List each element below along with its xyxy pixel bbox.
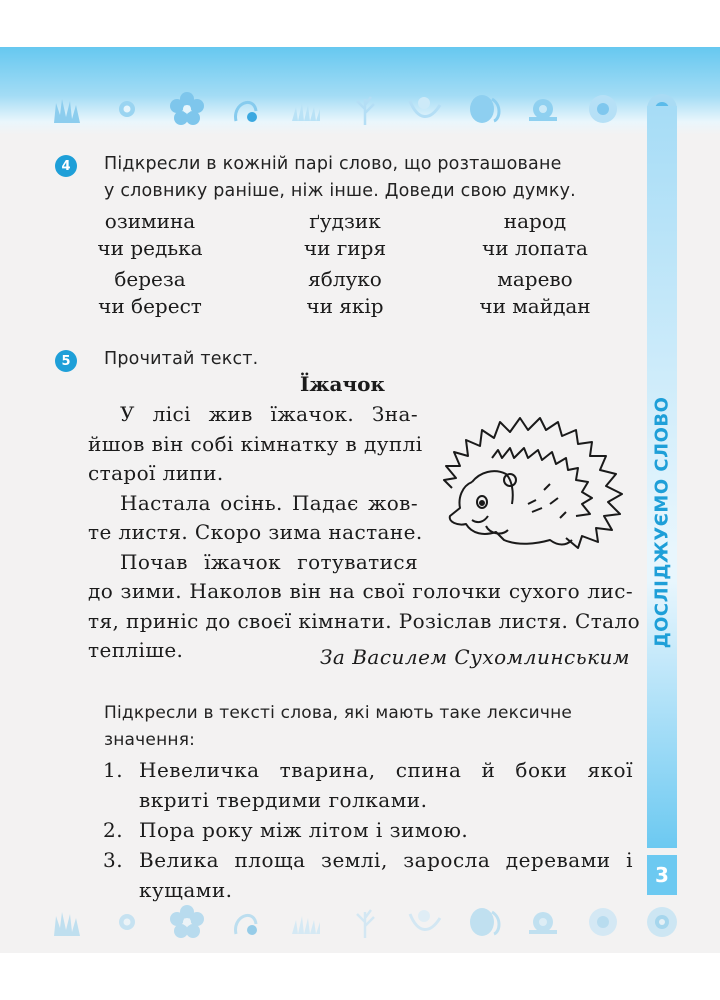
word-first: береза [114,267,186,291]
tree-ornament-icon [347,904,383,940]
grass-ornament-icon [288,91,324,127]
bud-ornament-icon [109,904,145,940]
story-line: йшов він собі кімнатку в дуплі [88,431,423,456]
word-second: чи лопата [482,236,588,260]
definition-text: Пора року між літом і зимою. [139,818,469,842]
word-second: чи берест [98,294,202,318]
footer-ornaments [50,902,680,942]
hedgehog-illustration [432,408,632,553]
word-second: чи якір [306,294,384,318]
header-ornaments [50,89,680,129]
word-second: чи майдан [479,294,591,318]
story-line: старої липи. [88,461,224,485]
sub-instruction-line: Підкресли в тексті слова, які мають таке лексичне [104,703,573,723]
word-second: чи гиря [303,236,387,260]
bud-ornament-icon [109,91,145,127]
story-line: тепліше. [88,638,184,662]
definition-item [103,815,633,845]
daisy-ornament-icon [585,904,621,940]
section-label [647,385,677,660]
word-pair [440,266,630,320]
task5-sub-instruction [104,700,572,754]
word-pair [250,266,440,320]
section-label-text: ДОСЛІДЖУЄМО СЛОВО [651,396,673,649]
word-first: озимина [104,209,196,233]
story-line: Почав їжачок готуватися [120,549,418,574]
word-first: ґудзик [309,209,381,233]
curl-ornament-icon [228,91,264,127]
definition-number: 1. [103,758,124,782]
word-pairs-grid [60,208,630,320]
word-pair [440,208,630,262]
definitions-list [103,755,633,905]
definition-text: Велика площа землі, заросла деревами і кущами. [139,848,633,902]
definition-number: 2. [103,818,124,842]
word-first: народ [503,209,567,233]
story-line: те листя. Скоро зима настане. [88,520,423,544]
snail-ornament-icon [525,91,561,127]
tree-ornament-icon [347,91,383,127]
task-number-badge: 4 [55,155,77,177]
leaf-ornament-icon [466,91,502,127]
daisy-ornament-icon [585,91,621,127]
bird-ornament-icon [406,91,442,127]
task4-instruction-line: у словнику раніше, ніж інше. Доведи свою думку. [104,181,576,201]
story-line: Настала осінь. Падає жов- [120,490,418,515]
task-number-badge: 5 [55,350,77,372]
word-first: марево [497,267,573,291]
flower-ornament-icon [169,91,205,127]
task4-instruction-line: Підкресли в кожній парі слово, що розташоване [104,154,562,174]
story-line: до зими. Наколов він на свої голочки сухого лис- [88,579,633,603]
word-pair [60,208,250,262]
bird-ornament-icon [406,904,442,940]
definition-item [103,755,633,815]
grass-ornament-icon [50,904,86,940]
story-line: тя, приніс до своєї кімнати. Розіслав листя. Стало [88,608,641,633]
flower-ornament-icon [169,904,205,940]
curl-ornament-icon [228,904,264,940]
word-first: яблуко [308,267,382,291]
page-number: 3 [647,855,677,895]
definition-item [103,845,633,905]
story-title: Їжачок [300,372,385,396]
sub-instruction-line: значення: [104,730,196,750]
leaf-ornament-icon [466,904,502,940]
definition-number: 3. [103,848,124,872]
word-pair [60,266,250,320]
grass-ornament-icon [288,904,324,940]
word-second: чи редька [97,236,203,260]
grass-ornament-icon [50,91,86,127]
snail-ornament-icon [525,904,561,940]
story-author: За Василем Сухомлинським [319,645,630,669]
task4-instruction [104,151,576,205]
sunflower-ornament-icon [644,904,680,940]
definition-text: Невеличка тварина, спина й боки якої вкриті твердими голками. [139,758,633,812]
word-pair [250,208,440,262]
task5-instruction: Прочитай текст. [104,349,259,369]
story-line: У лісі жив їжачок. Зна- [120,402,418,426]
